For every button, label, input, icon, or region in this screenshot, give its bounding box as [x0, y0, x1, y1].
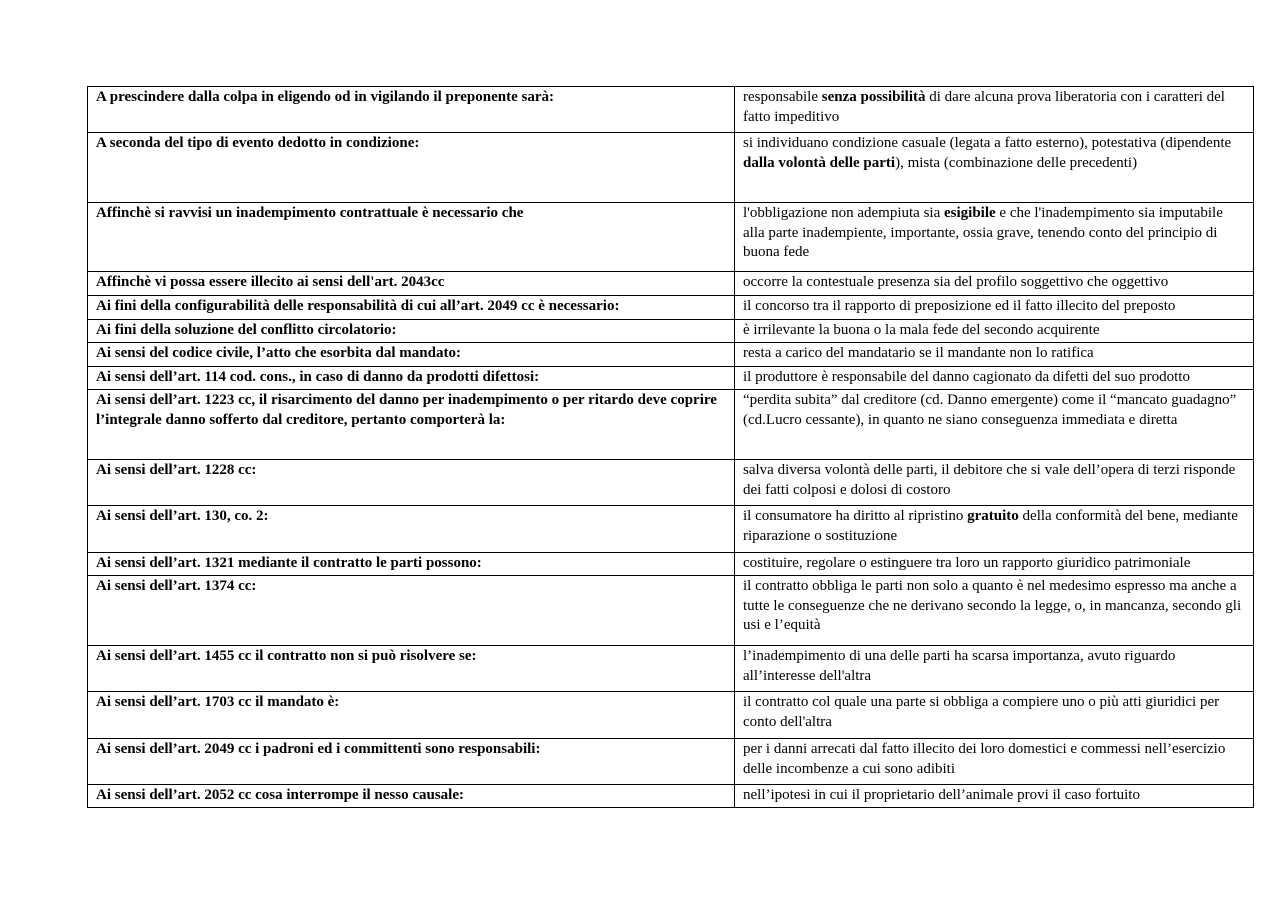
- question-cell: Ai fini della soluzione del conflitto circolatorio:: [88, 320, 735, 343]
- answer-text: “perdita subita” dal creditore (cd. Danno emergente) come il “mancato guadagno” (cd.Lucro cessante), in quanto ne siano conseguenza immediata e diretta: [743, 392, 1237, 428]
- answer-cell: [735, 390, 1254, 460]
- table-row: [88, 87, 1254, 133]
- answer-text: occorre la contestuale presenza sia del profilo soggettivo che oggettivo: [743, 274, 1169, 290]
- question-cell: Ai sensi dell’art. 2049 cc i padroni ed i committenti sono responsabili:: [88, 739, 735, 785]
- table-row: [88, 506, 1254, 553]
- question-cell: Ai sensi dell’art. 114 cod. cons., in caso di danno da prodotti difettosi:: [88, 367, 735, 390]
- question-cell: Ai sensi dell’art. 1455 cc il contratto non si può risolvere se:: [88, 646, 735, 692]
- answer-cell: [735, 296, 1254, 320]
- answer-text: il contratto col quale una parte si obbliga a compiere uno o più atti giuridici per conto dell'altra: [743, 694, 1220, 730]
- table-row: [88, 272, 1254, 296]
- answer-cell: [735, 785, 1254, 808]
- answer-text: resta a carico del mandatario se il mandante non lo ratifica: [743, 345, 1094, 361]
- answer-text: il concorso tra il rapporto di preposizione ed il fatto illecito del preposto: [743, 298, 1176, 314]
- answer-cell: [735, 133, 1254, 203]
- answer-cell: [735, 320, 1254, 343]
- answer-text: salva diversa volontà delle parti, il debitore che si vale dell’opera di terzi risponde dei fatti colposi e dolosi di costoro: [743, 462, 1236, 498]
- answer-text: il produttore è responsabile del danno cagionato da difetti del suo prodotto: [743, 369, 1190, 385]
- table-row: [88, 739, 1254, 785]
- question-cell: Affinchè vi possa essere illecito ai sensi dell'art. 2043cc: [88, 272, 735, 296]
- table-row: [88, 692, 1254, 739]
- answer-cell: [735, 460, 1254, 506]
- answer-text: si individuano condizione casuale (legata a fatto esterno), potestativa (dipendente: [743, 135, 1232, 151]
- answer-cell: [735, 646, 1254, 692]
- question-cell: Affinchè si ravvisi un inadempimento contrattuale è necessario che: [88, 203, 735, 272]
- answer-emphasis: esigibile: [943, 205, 996, 221]
- table-row: [88, 133, 1254, 203]
- table-row: [88, 553, 1254, 576]
- qa-table-body: [88, 87, 1254, 808]
- answer-text: è irrilevante la buona o la mala fede del secondo acquirente: [743, 322, 1100, 338]
- question-cell: Ai sensi dell’art. 1321 mediante il contratto le parti possono:: [88, 553, 735, 576]
- answer-cell: [735, 553, 1254, 576]
- table-row: [88, 390, 1254, 460]
- table-row: [88, 576, 1254, 646]
- answer-text: l'obbligazione non adempiuta sia: [743, 205, 944, 221]
- question-cell: Ai fini della configurabilità delle responsabilità di cui all’art. 2049 cc è necessario:: [88, 296, 735, 320]
- answer-text: ), mista (combinazione delle precedenti): [895, 154, 1138, 171]
- answer-text: e che l'inadempimento sia imputabile alla parte inadempiente, importante, ossia grave, tenendo conto del principio di buona fede: [743, 205, 1223, 260]
- answer-cell: [735, 272, 1254, 296]
- table-row: [88, 203, 1254, 272]
- answer-cell: [735, 506, 1254, 553]
- answer-emphasis: dalla volontà delle parti: [743, 154, 896, 171]
- table-row: [88, 646, 1254, 692]
- answer-text: di dare alcuna prova liberatoria con i caratteri del fatto impeditivo: [743, 89, 1225, 125]
- answer-text: nell’ipotesi in cui il proprietario dell’animale provi il caso fortuito: [743, 787, 1140, 803]
- answer-text: costituire, regolare o estinguere tra loro un rapporto giuridico patrimoniale: [743, 555, 1191, 571]
- answer-cell: [735, 739, 1254, 785]
- question-cell: Ai sensi dell’art. 1223 cc, il risarcimento del danno per inadempimento o per ritardo deve coprire l’integrale danno sofferto dal creditore, pertanto comporterà la:: [88, 390, 735, 460]
- qa-table: [87, 86, 1254, 808]
- answer-cell: [735, 203, 1254, 272]
- table-row: [88, 367, 1254, 390]
- question-cell: Ai sensi dell’art. 1228 cc:: [88, 460, 735, 506]
- answer-text: il consumatore ha diritto al ripristino: [743, 508, 968, 524]
- question-cell: Ai sensi dell’art. 1374 cc:: [88, 576, 735, 646]
- table-row: [88, 296, 1254, 320]
- table-row: [88, 320, 1254, 343]
- answer-text: il contratto obbliga le parti non solo a quanto è nel medesimo espresso ma anche a tutte le conseguenze che ne derivano secondo la legge, o, in mancanza, secondo gli usi e l’equità: [743, 578, 1242, 633]
- answer-text: responsabile: [743, 89, 822, 105]
- table-row: [88, 343, 1254, 367]
- table-row: [88, 785, 1254, 808]
- answer-emphasis: senza possibilità: [821, 89, 926, 105]
- question-cell: A seconda del tipo di evento dedotto in condizione:: [88, 133, 735, 203]
- answer-cell: [735, 692, 1254, 739]
- answer-text: l’inadempimento di una delle parti ha scarsa importanza, avuto riguardo all’interesse dell'altra: [743, 648, 1176, 684]
- answer-cell: [735, 367, 1254, 390]
- table-row: [88, 460, 1254, 506]
- answer-text: della conformità del bene, mediante riparazione o sostituzione: [743, 508, 1238, 544]
- answer-cell: [735, 343, 1254, 367]
- question-cell: A prescindere dalla colpa in eligendo od in vigilando il preponente sarà:: [88, 87, 735, 133]
- question-cell: Ai sensi dell’art. 1703 cc il mandato è:: [88, 692, 735, 739]
- answer-cell: [735, 87, 1254, 133]
- answer-cell: [735, 576, 1254, 646]
- answer-emphasis: gratuito: [967, 508, 1019, 524]
- question-cell: Ai sensi del codice civile, l’atto che esorbita dal mandato:: [88, 343, 735, 367]
- answer-text: per i danni arrecati dal fatto illecito dei loro domestici e commessi nell’esercizio delle incombenze a cui sono adibiti: [743, 741, 1226, 777]
- question-cell: Ai sensi dell’art. 130, co. 2:: [88, 506, 735, 553]
- question-cell: Ai sensi dell’art. 2052 cc cosa interrompe il nesso causale:: [88, 785, 735, 808]
